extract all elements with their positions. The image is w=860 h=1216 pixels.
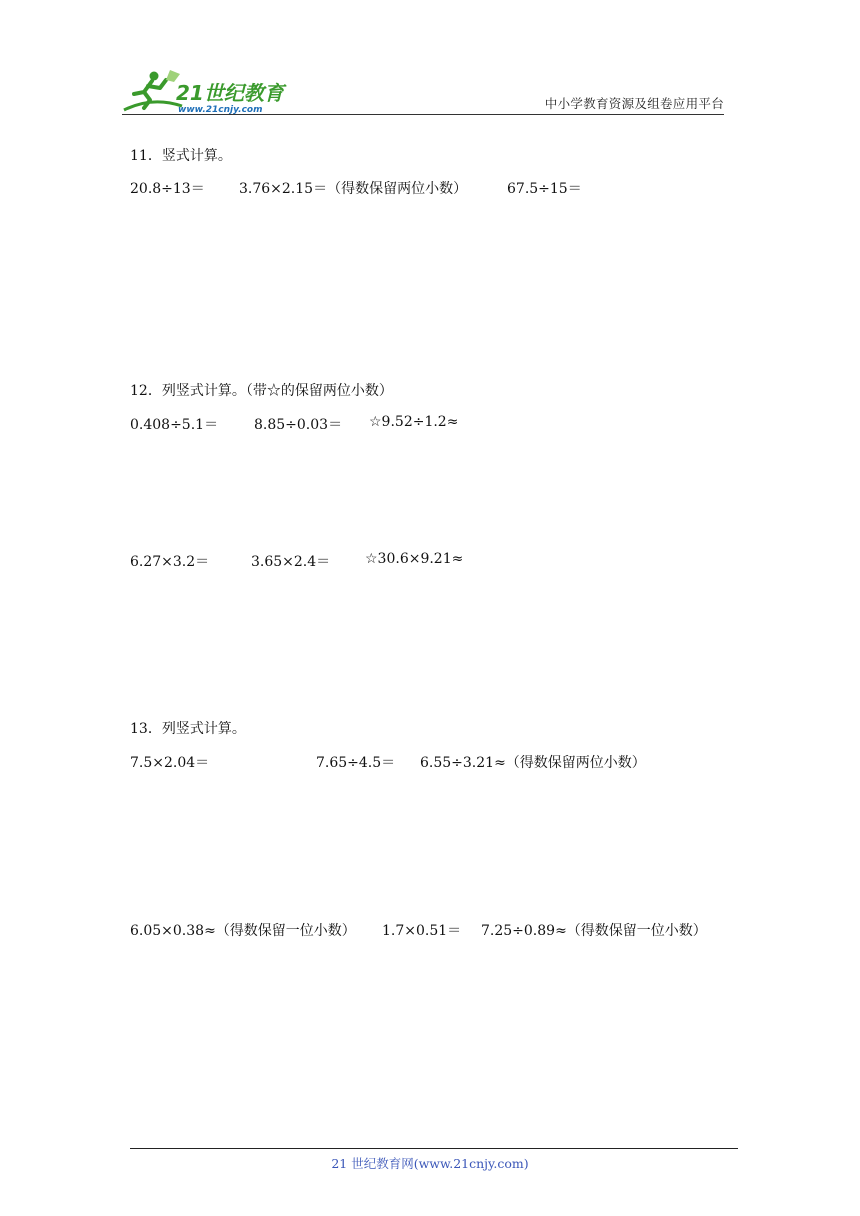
q12-item-4: 6.27×3.2＝ xyxy=(130,554,210,570)
q13-item-4: 6.05×0.38≈（得数保留一位小数） xyxy=(130,923,356,939)
logo-url: www.21cnjy.com xyxy=(178,105,263,114)
question-13-title: 13．列竖式计算。 xyxy=(130,721,246,737)
q13-item-3: 6.55÷3.21≈（得数保留两位小数） xyxy=(420,755,646,771)
q11-item-3: 67.5÷15＝ xyxy=(507,181,582,197)
q13-item-2: 7.65÷4.5＝ xyxy=(316,755,396,771)
q11-item-1: 20.8÷13＝ xyxy=(130,181,205,197)
q13-item-5: 1.7×0.51＝ xyxy=(382,923,462,939)
logo-graphic xyxy=(122,66,292,114)
logo xyxy=(122,66,292,114)
q13-item-1: 7.5×2.04＝ xyxy=(130,755,210,771)
q12-item-5: 3.65×2.4＝ xyxy=(251,554,331,570)
header-platform-text: 中小学教育资源及组卷应用平台 xyxy=(544,96,724,111)
q12-item-6: ☆30.6×9.21≈ xyxy=(365,551,464,567)
q12-item-1: 0.408÷5.1＝ xyxy=(130,417,219,433)
q11-item-2: 3.76×2.15＝（得数保留两位小数） xyxy=(239,181,468,197)
page-header xyxy=(122,66,724,116)
logo-text: 21世纪教育 xyxy=(176,81,284,105)
q12-item-3: ☆9.52÷1.2≈ xyxy=(369,414,459,430)
question-12-title: 12．列竖式计算。（带☆的保留两位小数） xyxy=(130,383,393,399)
header-divider xyxy=(122,114,724,115)
footer-divider xyxy=(130,1148,738,1149)
q13-item-6: 7.25÷0.89≈（得数保留一位小数） xyxy=(481,923,707,939)
question-11-title: 11．竖式计算。 xyxy=(130,148,232,164)
footer-link[interactable]: 21 世纪教育网(www.21cnjy.com) xyxy=(331,1156,529,1171)
q12-item-2: 8.85÷0.03＝ xyxy=(254,417,343,433)
